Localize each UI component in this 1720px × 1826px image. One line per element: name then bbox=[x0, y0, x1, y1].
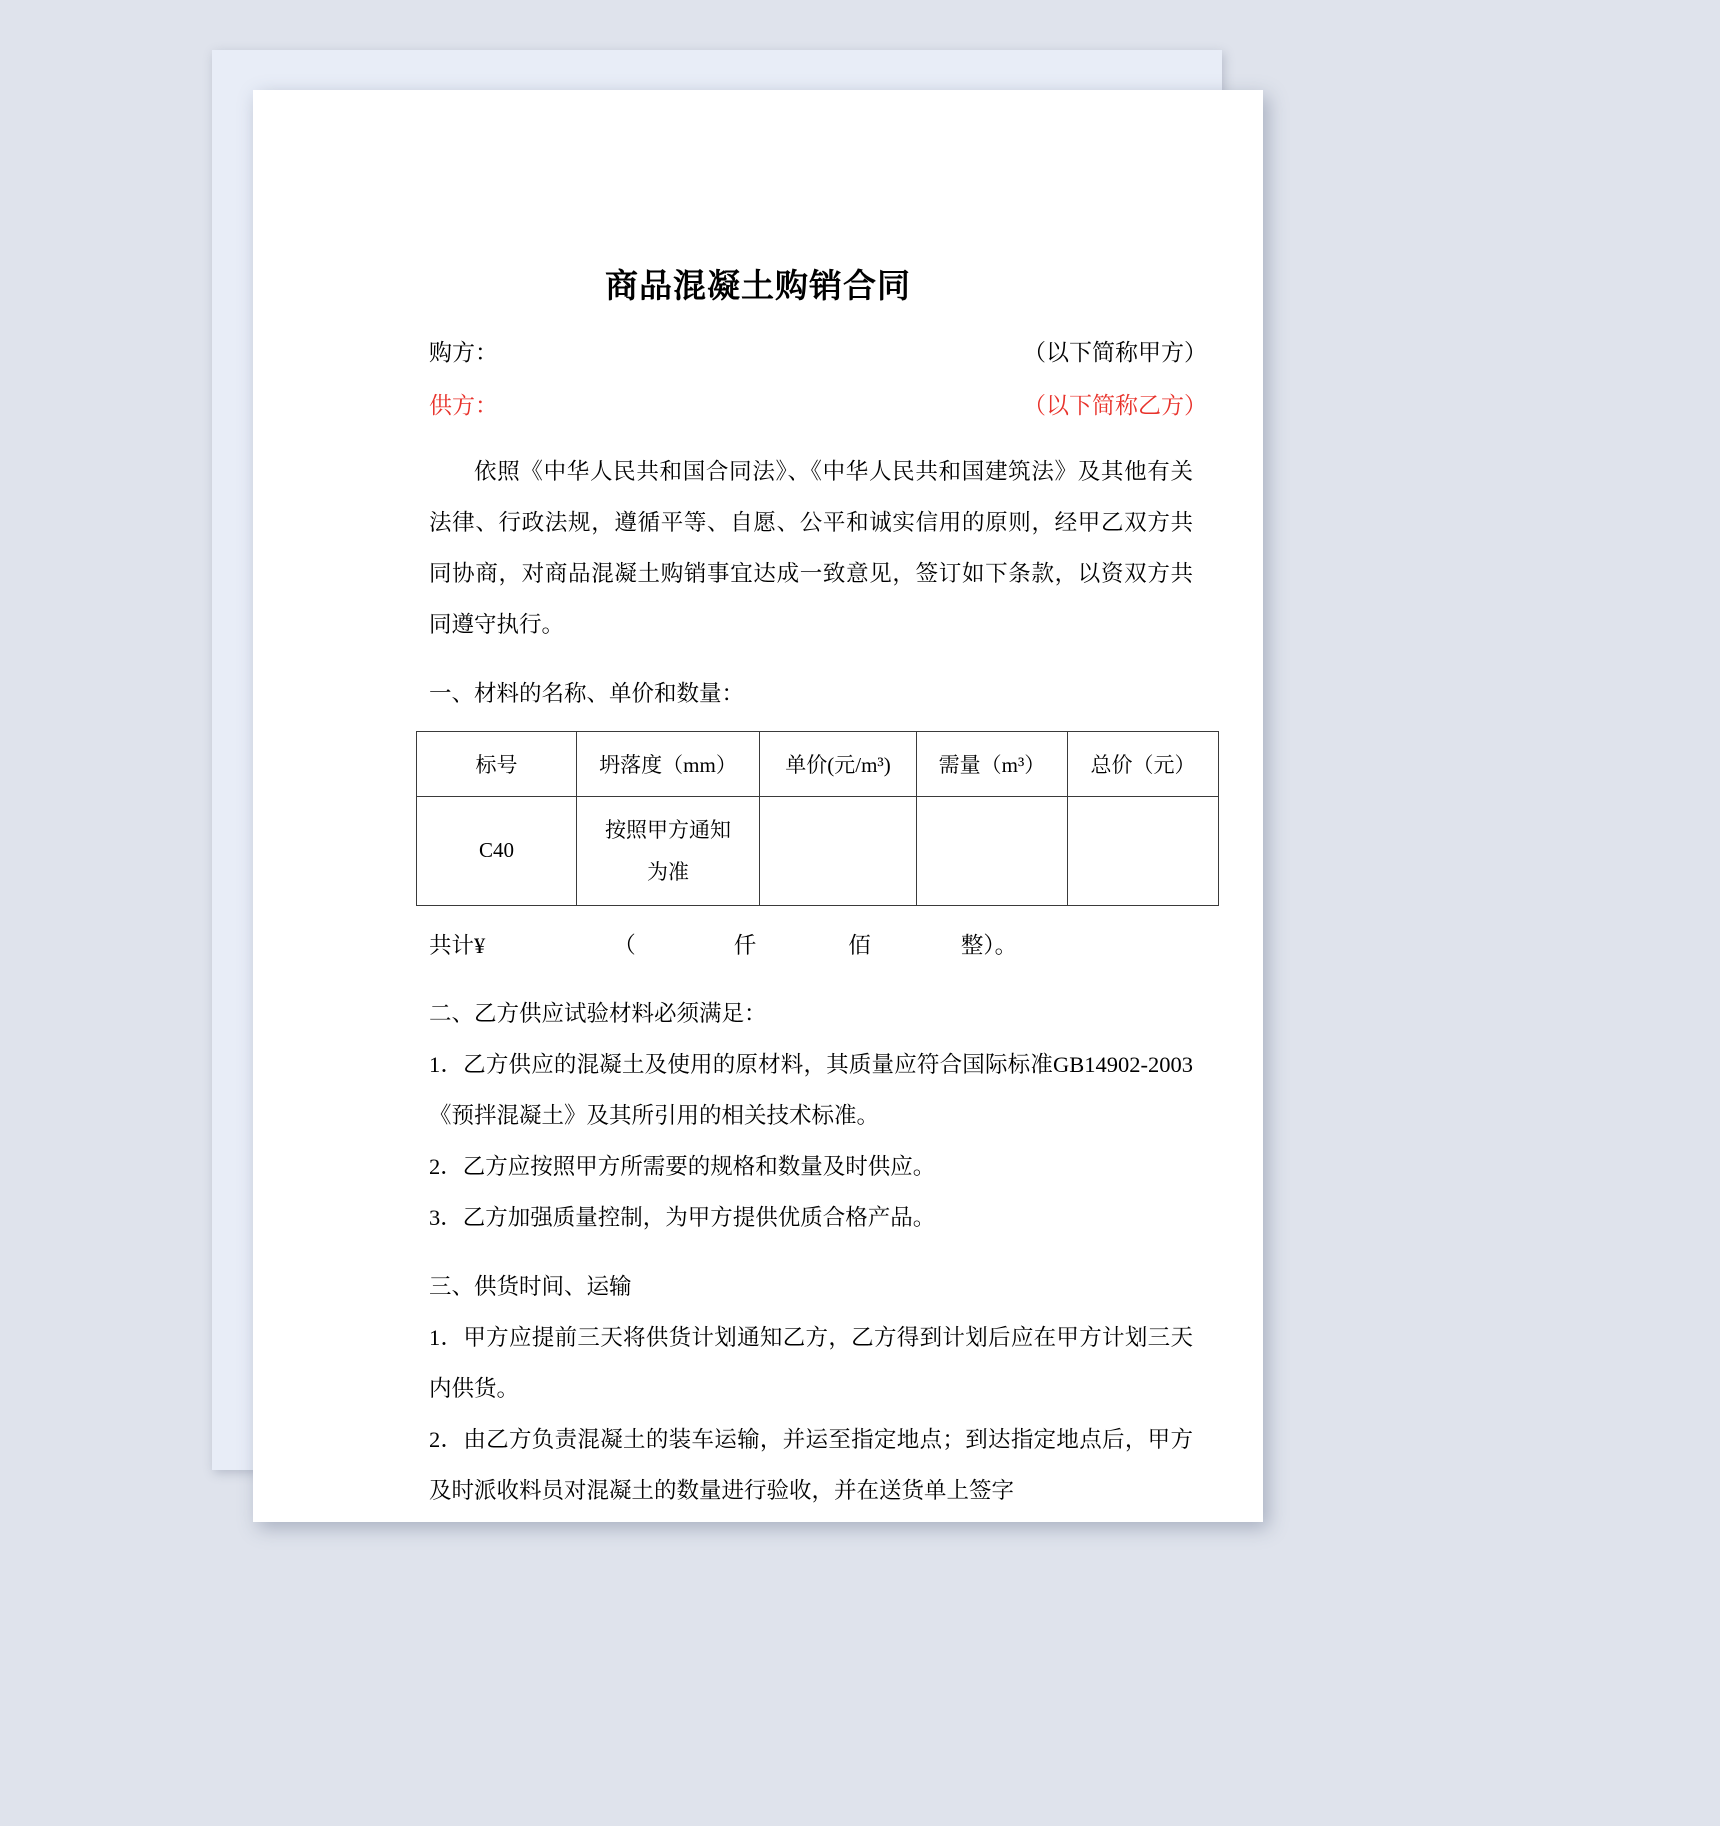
cell-quantity[interactable] bbox=[917, 796, 1068, 905]
cell-total-price[interactable] bbox=[1068, 796, 1219, 905]
total-prefix: 共计¥ bbox=[429, 932, 486, 958]
supplier-label: 供方： bbox=[429, 392, 498, 418]
table-row bbox=[417, 796, 1219, 905]
preamble-paragraph: 依照《中华人民共和国合同法》、《中华人民共和国建筑法》及其他有关法律、行政法规，遵循平等、自愿、公平和诚实信用的原则，经甲乙双方共同协商，对商品混凝土购销事宜达成一致意见，签订如下条款，以资双方共同遵守执行。 bbox=[429, 458, 1193, 637]
buyer-note: （以下简称甲方） bbox=[1023, 339, 1207, 365]
table-header-total-price: 总价（元） bbox=[1068, 731, 1219, 796]
cell-slump-line1: 按照甲方通知 bbox=[605, 817, 731, 842]
materials-table-wrap bbox=[253, 731, 1263, 906]
section-two-clause-2: 2．乙方应按照甲方所需要的规格和数量及时供应。 bbox=[429, 1153, 936, 1179]
cell-grade: C40 bbox=[417, 796, 577, 905]
total-unit-bai: 佰 bbox=[848, 932, 871, 958]
buyer-row bbox=[253, 334, 1263, 367]
section-two-clause-3: 3．乙方加强质量控制，为甲方提供优质合格产品。 bbox=[429, 1204, 936, 1230]
materials-table bbox=[416, 731, 1219, 906]
section-two-heading: 二、乙方供应试验材料必须满足： bbox=[429, 1000, 767, 1026]
page-title: 商品混凝土购销合同 bbox=[605, 269, 911, 305]
section-three-clause-1: 1．甲方应提前三天将供货计划通知乙方，乙方得到计划后应在甲方计划三天内供货。 bbox=[429, 1324, 1193, 1401]
supplier-note: （以下简称乙方） bbox=[1023, 392, 1207, 418]
document-content bbox=[253, 90, 1263, 1516]
table-header-grade: 标号 bbox=[417, 731, 577, 796]
table-header-row bbox=[417, 731, 1219, 796]
cell-slump-line2: 为准 bbox=[647, 859, 689, 884]
table-header-slump: 坍落度（mm） bbox=[577, 731, 760, 796]
total-unit-qian: 仟 bbox=[733, 932, 757, 958]
supplier-row bbox=[253, 387, 1263, 420]
table-header-unit-price: 单价(元/m³) bbox=[760, 731, 917, 796]
cell-slump bbox=[577, 796, 760, 905]
grand-total-line bbox=[253, 922, 1263, 970]
preamble-block bbox=[253, 446, 1263, 650]
section-three-clause-2: 2．由乙方负责混凝土的装车运输，并运至指定地点；到达指定地点后，甲方及时派收料员对混凝土的数量进行验收，并在送货单上签字 bbox=[429, 1426, 1193, 1503]
buyer-label: 购方： bbox=[429, 339, 498, 365]
section-two-clause-1: 1．乙方供应的混凝土及使用的原材料，其质量应符合国际标准GB14902-2003《预拌混凝土》及其所引用的相关技术标准。 bbox=[429, 1051, 1193, 1128]
section-one-heading: 一、材料的名称、单价和数量： bbox=[429, 680, 745, 706]
section-three-heading: 三、供货时间、运输 bbox=[429, 1273, 632, 1299]
total-paren-open: （ bbox=[613, 932, 636, 958]
table-header-quantity: 需量（m³） bbox=[917, 731, 1068, 796]
cell-unit-price[interactable] bbox=[760, 796, 917, 905]
total-suffix: 整）。 bbox=[960, 932, 1018, 958]
document-page bbox=[253, 90, 1263, 1522]
